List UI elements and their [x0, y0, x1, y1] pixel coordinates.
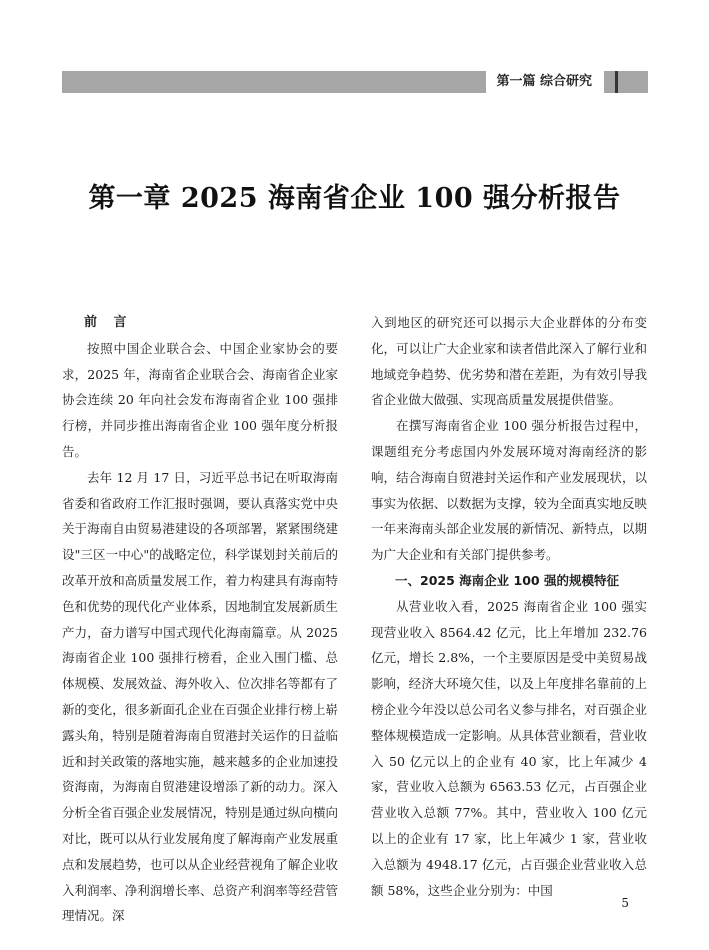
chapter-title: 第一章 2025 海南省企业 100 强分析报告	[88, 183, 621, 214]
paragraph: 按照中国企业联合会、中国企业家协会的要求，2025 年，海南省企业联合会、海南省企业家协会连续 20 年向社会发布海南省企业 100 强排行榜，并同步推出海南省企业 100 强年度分析报告。	[62, 340, 338, 459]
right-column	[371, 310, 647, 903]
page-number: 5	[621, 896, 629, 910]
running-header-bar	[62, 71, 648, 93]
paragraph: 在撰写海南省企业 100 强分析报告过程中，课题组充分考虑国内外发展环境对海南经济的影响，结合海南自贸港封关运作和产业发展现状，以事实为依据、以数据为支撑，较为全面真实地反映一年来海南头部企业发展的新情况、新特点，以期为广大企业和有关部门提供参考。	[371, 418, 647, 563]
preface-heading: 前 言	[84, 315, 133, 330]
left-column	[62, 310, 338, 929]
paragraph-continued: 入到地区的研究还可以揭示大企业群体的分布变化，可以让广大企业家和读者借此深入了解行业和地域竞争趋势、优劣势和潜在差距，为有效引导我省企业做大做强、实现高质量发展提供借鉴。	[371, 315, 647, 408]
paragraph: 去年 12 月 17 日，习近平总书记在听取海南省委和省政府工作汇报时强调，要认真落实党中央关于海南自由贸易港建设的各项部署，紧紧围绕建设"三区一中心"的战略定位，科学谋划封关前后的改革开放和高质量发展工作，着力构建具有海南特色和优势的现代化产业体系，因地制宜发展新质生产力，奋力谱写中国式现代化海南篇章。从 2025 海南省企业 100 强排行榜看，企业入围门槛、总体规模、发展效益、海外收入、位次排名等都有了新的变化，很多新面孔企业在百强企业排行榜上崭露头角，特别是随着海南自贸港封关运作的日益临近和封关政策的落地实施，越来越多的企业加速投资海南，为海南自贸港建设增添了新的动力。深入分析全省百强企业发展情况，特别是通过纵向横向对比，既可以从行业发展角度了解海南产业发展重点和发展趋势，也可以从企业经营视角了解企业收入利润率、净利润增长率、总资产利润率等经营管理情况。深	[62, 469, 338, 924]
header-end-block	[626, 71, 648, 93]
paragraph: 从营业收入看，2025 海南省企业 100 强实现营业收入 8564.42 亿元，比上年增加 232.76 亿元，增长 2.8%，一个主要原因是受中美贸易战影响，经济大环境欠佳，以及上年度排名靠前的上榜企业今年没以总公司名义参与排名，对百强企业整体规模造成一定影响。从具体营业额看，营业收入 50 亿元以上的企业有 40 家，比上年减少 4 家，营业收入总额为 6563.53 亿元，占百强企业营业收入总额 77%。其中，营业收入 100 亿元以上的企业有 17 家，比上年减少 1 家，营业收入总额为 4948.17 亿元，占百强企业营业收入总额 58%，这些企业分别为：中国	[371, 598, 647, 898]
header-divider-mark	[615, 71, 618, 93]
section-heading: 一、2025 海南企业 100 强的规模特征	[395, 572, 619, 588]
running-header-label: 第一篇 综合研究	[486, 71, 604, 93]
